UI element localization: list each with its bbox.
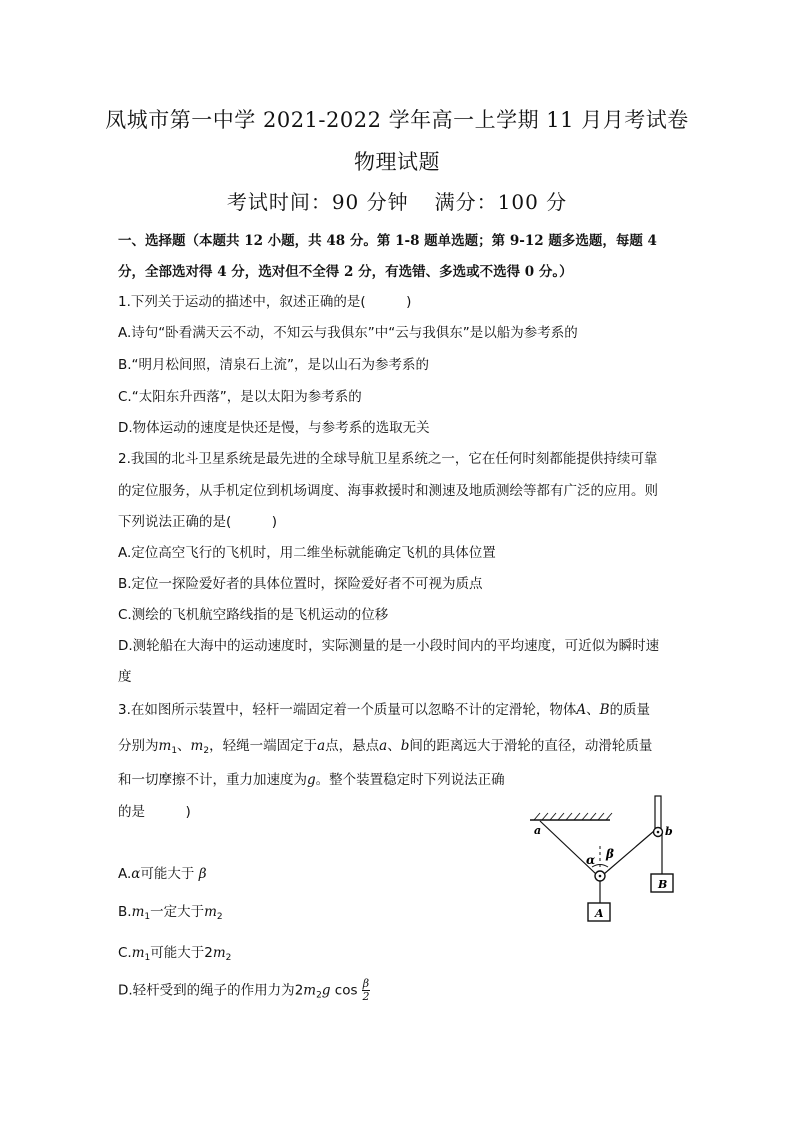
ceiling-hatch: [534, 813, 612, 820]
pulley-diagram: [520, 790, 690, 930]
q2-option-d-cont: 度: [118, 669, 132, 685]
label-a: a: [534, 824, 542, 837]
q2-option-b: B.定位一探险爱好者的具体位置时，探险爱好者不可视为质点: [118, 576, 483, 592]
q2-stem-line3: 下列说法正确的是( ): [118, 514, 278, 530]
label-beta: β: [606, 847, 614, 861]
q3-option-d: D.轻杆受到的绳子的作用力为$2m_2g$ cos $\frac{\beta}{2}$: [118, 977, 370, 1003]
q3-stem-line2: 分别为$m_1$、$m_2$，轻绳一端固定于a点，悬点a、b间的距离远大于滑轮的直径，动滑轮质量: [118, 738, 653, 756]
q3-stem-line4: 的是 ): [118, 804, 191, 820]
q3-stem-line3: 和一切摩擦不计，重力加速度为g。整个装置稳定时下列说法正确: [118, 772, 505, 788]
q1-stem: 1.下列关于运动的描述中，叙述正确的是( ): [118, 294, 412, 310]
label-B: B: [658, 878, 668, 891]
q3-option-b: $B.m_1$一定大于$m_2$: [118, 904, 223, 922]
q2-option-c: C.测绘的飞机航空路线指的是飞机运动的位移: [118, 607, 389, 623]
q1-option-c: C.“太阳东升西落”，是以太阳为参考系的: [118, 389, 362, 405]
q1-option-a: A.诗句“卧看满天云不动，不知云与我俱东”中“云与我俱东”是以船为参考系的: [118, 325, 578, 341]
q2-option-d: D.测轮船在大海中的运动速度时，实际测量的是一小段时间内的平均速度，可近似为瞬时速: [118, 638, 660, 654]
exam-title: 凤城市第一中学 2021-2022 学年高一上学期 11 月月考试卷: [105, 108, 689, 132]
q2-stem-line2: 的定位服务，从手机定位到机场调度、海事救援时和测速及地质测绘等都有广泛的应用。则: [118, 483, 658, 499]
q2-stem-line1: 2.我国的北斗卫星系统是最先进的全球导航卫星系统之一，它在任何时刻都能提供持续可靠: [118, 451, 658, 467]
fraction: $\frac{\beta}{2}$: [362, 977, 370, 1003]
label-b: b: [665, 825, 673, 838]
exam-time: 考试时间：90 分钟: [226, 190, 409, 214]
exam-score: 满分：100 分: [434, 190, 568, 214]
label-alpha: α: [586, 853, 596, 867]
exam-subtitle: 物理试题: [354, 150, 440, 174]
q2-option-a: A.定位高空飞行的飞机时，用二维坐标就能确定飞机的具体位置: [118, 545, 496, 561]
q1-option-d: D.物体运动的速度是快还是慢，与参考系的选取无关: [118, 420, 430, 436]
q3-stem-line1: 3.在如图所示装置中，轻杆一端固定着一个质量可以忽略不计的定滑轮，物体A、B的质量: [118, 702, 651, 718]
q3-option-a: A.α可能大于 β: [118, 866, 207, 882]
section-heading: 一、选择题（本题共 12 小题，共 48 分。第 1-8 题单选题；第 9-12 题多选题，每题 4 分，全部选对得 4 分，选对但不全得 2 分，有选错、多选或不选得 0 分。）: [118, 233, 657, 280]
exam-info: [0, 186, 794, 215]
label-A: A: [595, 907, 604, 920]
q3-option-c: $C.m_1$可能大于$2m_2$: [118, 945, 232, 963]
q1-option-b: B.“明月松间照，清泉石上流”，是以山石为参考系的: [118, 357, 430, 373]
